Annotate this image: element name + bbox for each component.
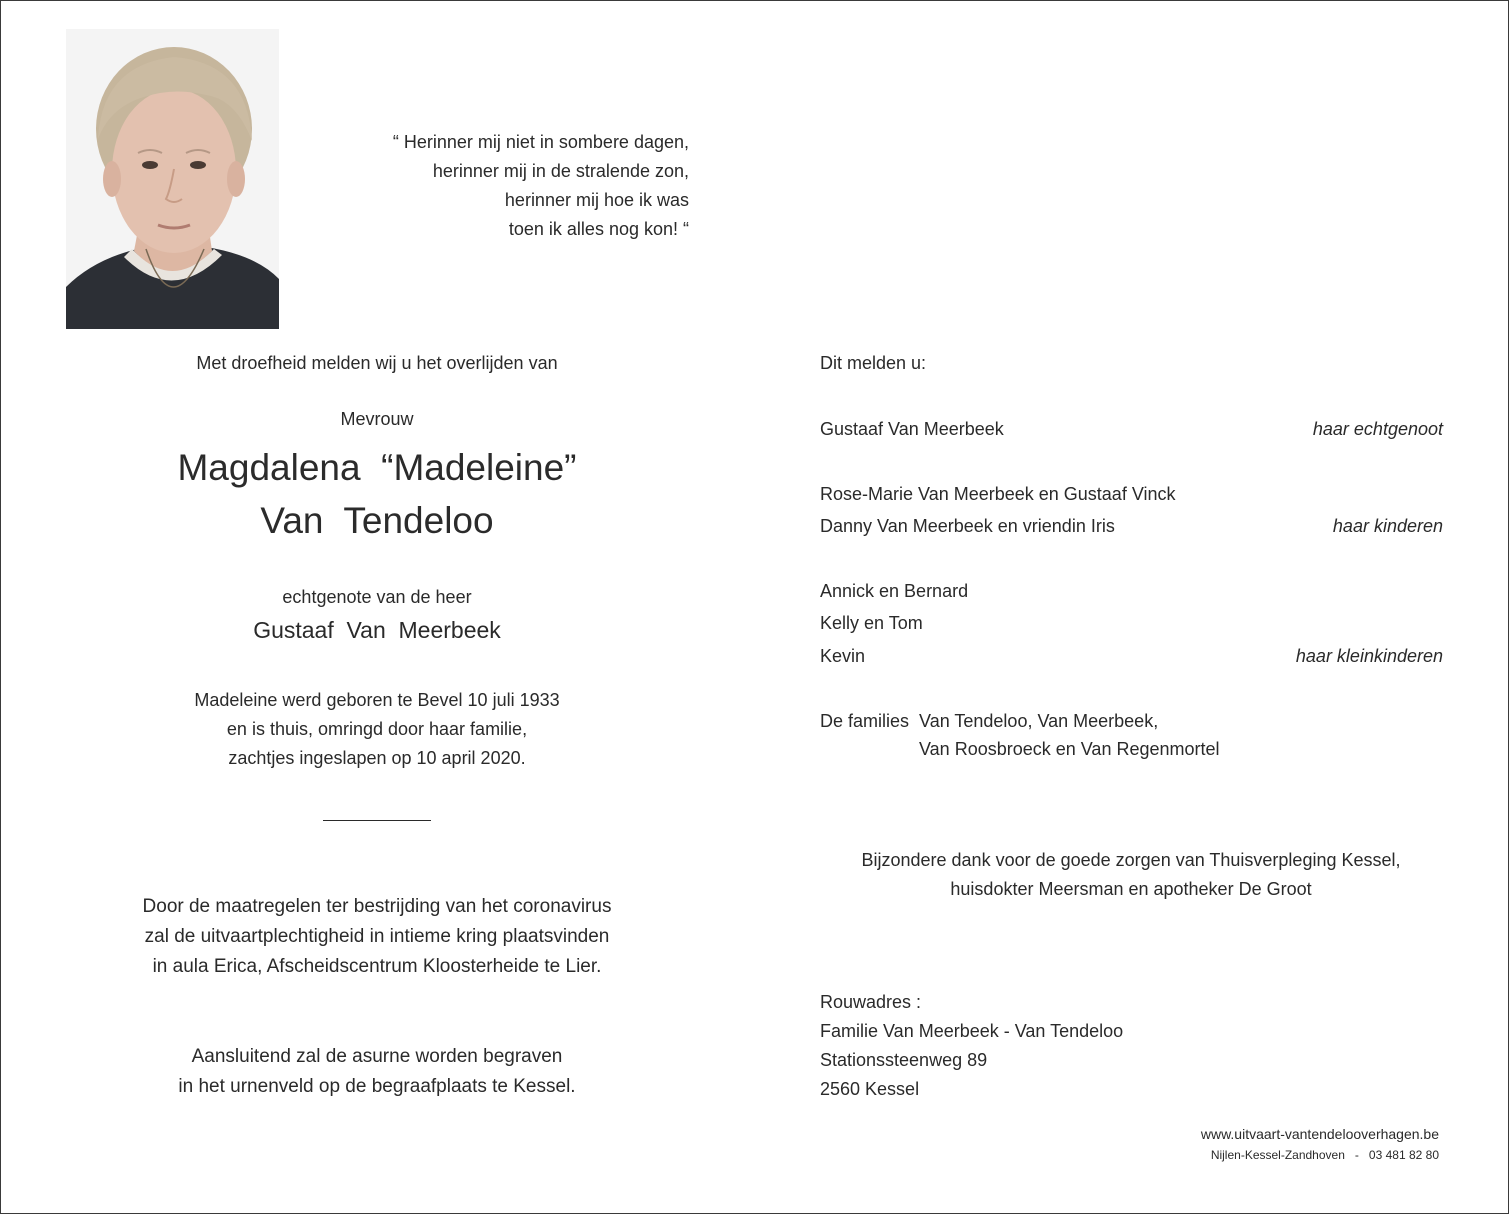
funeral-home-contact [1211, 1146, 1439, 1164]
spouse-name: Gustaaf Van Meerbeek [253, 617, 501, 643]
ceremony-line: in aula Erica, Afscheidscentrum Kloosterheide te Lier. [152, 956, 602, 977]
deceased-name-last: Van Tendeloo [260, 500, 494, 541]
section-divider [323, 820, 431, 821]
birth-info [77, 686, 677, 773]
family-member-name: Kelly en Tom [820, 613, 923, 633]
quote-line: “ Herinner mij niet in sombere dagen, [392, 132, 689, 152]
burial-line: Aansluitend zal de asurne worden begraven [191, 1046, 563, 1067]
address-line: 2560 Kessel [820, 1079, 920, 1099]
ceremony-line: Door de maatregelen ter bestrijding van het coronavirus [142, 896, 612, 917]
birth-line: zachtjes ingeslapen op 10 april 2020. [228, 748, 526, 768]
honorific: Mevrouw [340, 409, 414, 429]
contact-separator: - [1354, 1148, 1359, 1162]
portrait-illustration [66, 29, 279, 329]
extended-families-line1: De families Van Tendeloo, Van Meerbeek, [820, 711, 1159, 731]
quote-line: herinner mij hoe ik was [504, 190, 689, 210]
address-line: Stationssteenweg 89 [820, 1050, 988, 1070]
announcement-intro: Met droefheid melden wij u het overlijden van [196, 353, 558, 373]
thanks-line: Bijzondere dank voor de goede zorgen van Thuisverpleging Kessel, [861, 850, 1401, 870]
family-member-name: Kevin [820, 646, 866, 666]
spouse-intro: echtgenote van de heer [282, 587, 472, 607]
quote-line: toen ik alles nog kon! “ [508, 219, 689, 239]
family-member-name: Annick en Bernard [820, 581, 969, 601]
mourners-intro: Dit melden u: [820, 353, 927, 373]
address-label: Rouwadres : [820, 992, 922, 1012]
quote-line: herinner mij in de stralende zon, [432, 161, 689, 181]
ceremony-line: zal de uitvaartplechtigheid in intieme kring plaatsvinden [144, 926, 610, 947]
portrait-photo [66, 29, 279, 329]
ceremony-info [77, 892, 677, 982]
family-member-name: Gustaaf Van Meerbeek [820, 419, 1004, 439]
burial-line: in het urnenveld op de begraafplaats te Kessel. [178, 1076, 576, 1097]
family-row [820, 608, 1443, 638]
family-row [820, 479, 1443, 509]
address-line: Familie Van Meerbeek - Van Tendeloo [820, 1021, 1124, 1041]
thanks-line: huisdokter Meersman en apotheker De Groot [950, 879, 1312, 899]
birth-line: en is thuis, omringd door haar familie, [226, 719, 528, 739]
deceased-name-first: Magdalena “Madeleine” [177, 447, 577, 488]
family-role: haar echtgenoot [1312, 419, 1443, 439]
thanks-note [781, 846, 1481, 904]
family-row [820, 414, 1443, 444]
birth-line: Madeleine werd geboren te Bevel 10 juli 1933 [194, 690, 560, 710]
burial-info [77, 1042, 677, 1102]
family-row [820, 511, 1443, 541]
family-row [820, 576, 1443, 606]
extended-families-line2: Van Roosbroeck en Van Regenmortel [919, 739, 1220, 759]
funeral-home-website[interactable]: www.uitvaart-vantendelooverhagen.be [1200, 1126, 1439, 1142]
funeral-home-locations: Nijlen-Kessel-Zandhoven [1210, 1148, 1345, 1162]
family-row [820, 641, 1443, 671]
family-role: haar kinderen [1332, 516, 1443, 536]
family-member-name: Rose-Marie Van Meerbeek en Gustaaf Vinck [820, 484, 1176, 504]
funeral-home-phone: 03 481 82 80 [1368, 1148, 1439, 1162]
mourning-address [820, 988, 1123, 1104]
family-role: haar kleinkinderen [1295, 646, 1443, 666]
memorial-quote [330, 128, 689, 244]
family-member-name: Danny Van Meerbeek en vriendin Iris [820, 516, 1115, 536]
